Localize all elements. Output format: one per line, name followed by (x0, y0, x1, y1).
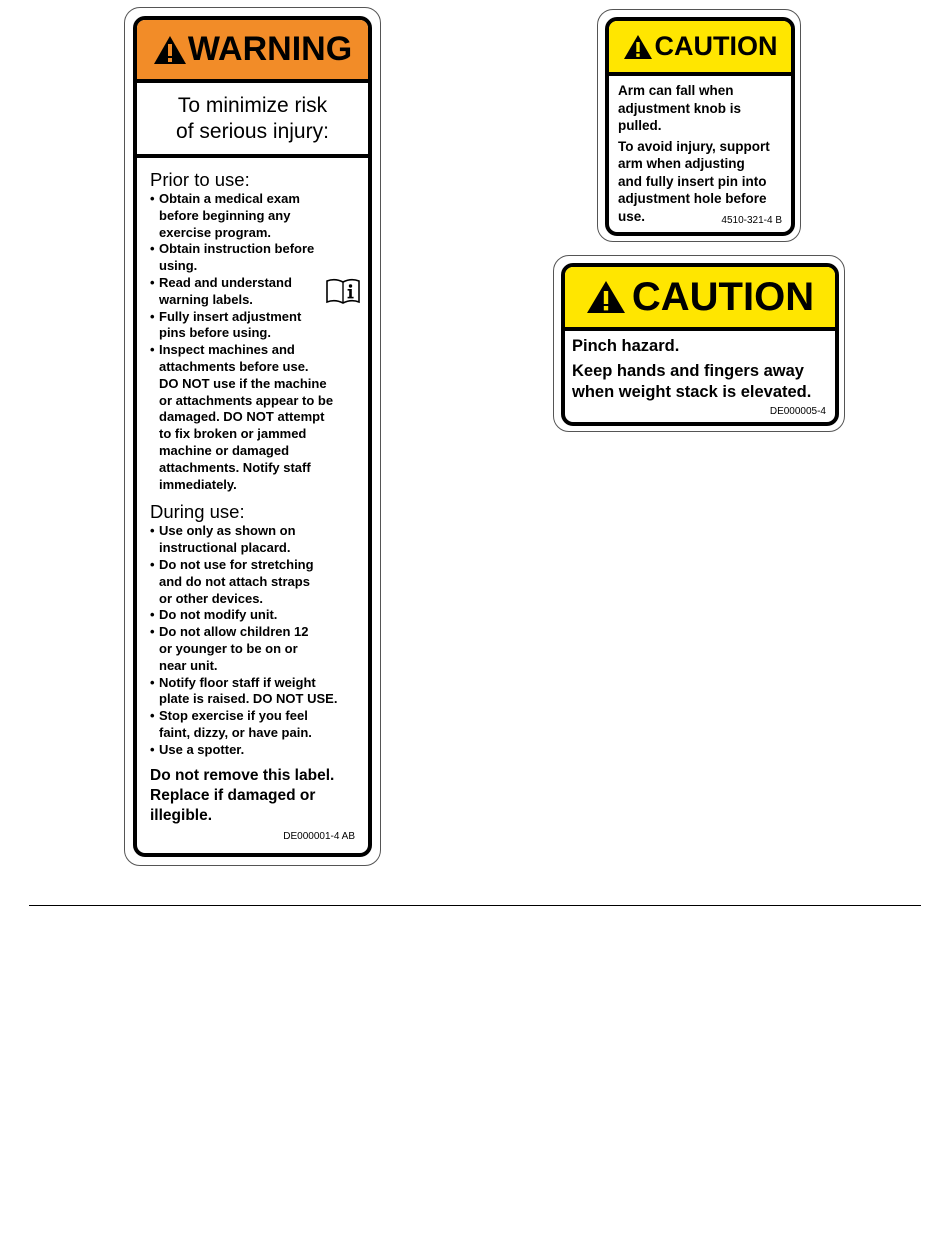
item-line: or other devices. (159, 590, 264, 606)
item-line: before beginning any (159, 207, 291, 223)
warning-body (137, 158, 368, 826)
list-item (150, 607, 368, 624)
item-line: attachments before use. (159, 358, 309, 374)
item-line: • Use only as shown on (159, 523, 296, 539)
item-line: • Obtain a medical exam (159, 191, 300, 206)
item-line: DO NOT use if the machine (159, 375, 327, 391)
footer-line: Do not remove this label. (150, 766, 335, 784)
warning-label (124, 7, 381, 866)
item-line: exercise program. (159, 224, 272, 240)
caution-arm-header (609, 21, 791, 76)
item-line: damaged. DO NOT attempt (159, 409, 325, 425)
caution-arm-code: 4510-321-4 B (721, 215, 782, 226)
caution-header-text: CAUTION (631, 274, 815, 319)
item-line: near unit. (159, 657, 218, 673)
item-line: or younger to be on or (159, 640, 298, 656)
during-heading: During use: (150, 501, 245, 523)
caution-pinch-inner (561, 263, 839, 426)
caution-arm-inner (605, 17, 795, 236)
list-item (150, 191, 368, 241)
warning-subtitle-line: To minimize risk (177, 94, 328, 117)
item-line: attachments. Notify staff (159, 459, 311, 475)
list-item (150, 241, 368, 275)
item-line: • Do not modify unit. (159, 607, 278, 623)
list-item (150, 624, 368, 674)
warning-header (137, 20, 368, 83)
body-line: Keep hands and fingers away (572, 362, 804, 380)
caution-pinch-code: DE000005-4 (769, 406, 826, 417)
item-line: • Do not allow children 12 (159, 624, 309, 640)
item-line: pins before using. (159, 325, 271, 341)
item-line: using. (159, 258, 198, 274)
list-item (150, 742, 368, 759)
list-item (150, 708, 368, 742)
footer-line: illegible. (150, 806, 213, 824)
body-line: To avoid injury, support (618, 138, 770, 154)
prior-list (150, 191, 368, 493)
body-line: arm when adjusting (618, 156, 745, 171)
body-line: use. (618, 208, 646, 224)
item-line: instructional placard. (159, 540, 291, 556)
body-line: and fully insert pin into (618, 173, 767, 189)
body-line: Arm can fall when (618, 83, 734, 98)
warning-code: DE000001-4 AB (283, 831, 355, 842)
item-line: • Fully insert adjustment (159, 308, 302, 324)
warning-footer (150, 766, 368, 826)
item-line: warning labels. (159, 291, 253, 307)
caution-pinch-label (553, 255, 845, 432)
item-line: to fix broken or jammed (159, 426, 307, 442)
item-line: and do not attach straps (159, 573, 310, 589)
warning-triangle-icon (153, 35, 187, 65)
body-line: pulled. (618, 118, 662, 133)
warning-triangle-icon (623, 34, 653, 60)
item-line: • Stop exercise if you feel (159, 708, 308, 724)
warning-triangle-icon (586, 280, 626, 314)
body-line: adjustment knob is (618, 100, 742, 116)
item-line: machine or damaged (159, 442, 290, 458)
item-line: • Inspect machines and (159, 342, 295, 358)
item-line: • Notify floor staff if weight (159, 674, 316, 690)
warning-subtitle-line: of serious injury: (176, 120, 329, 143)
item-line: faint, dizzy, or have pain. (159, 724, 312, 740)
warning-subtitle (137, 83, 368, 158)
list-item (150, 342, 368, 493)
warning-header-text: WARNING (187, 30, 353, 68)
list-item (150, 557, 368, 607)
item-line: • Obtain instruction before (159, 241, 315, 257)
list-item (150, 523, 368, 557)
item-line: • Read and understand (159, 274, 292, 290)
item-line: • Do not use for stretching (159, 556, 314, 572)
body-line: adjustment hole before (618, 191, 767, 206)
item-line: immediately. (159, 476, 237, 492)
caution-pinch-body (565, 331, 835, 403)
caution-arm-label (597, 9, 801, 242)
body-line: Pinch hazard. (572, 337, 680, 355)
item-line: or attachments appear to be (159, 392, 334, 408)
list-item (150, 675, 368, 709)
footer-line: Replace if damaged or (150, 786, 316, 804)
item-line: • Use a spotter. (159, 741, 245, 757)
during-list (150, 523, 368, 758)
caution-arm-body (609, 76, 791, 225)
caution-pinch-header (565, 267, 835, 331)
list-item (150, 309, 368, 343)
caution-header-text: CAUTION (654, 31, 778, 61)
horizontal-divider (29, 905, 921, 906)
manual-info-icon (325, 277, 361, 305)
item-line: plate is raised. DO NOT USE. (159, 691, 338, 707)
warning-label-inner (133, 16, 372, 857)
prior-heading: Prior to use: (150, 169, 250, 190)
body-line: when weight stack is elevated. (572, 383, 812, 401)
